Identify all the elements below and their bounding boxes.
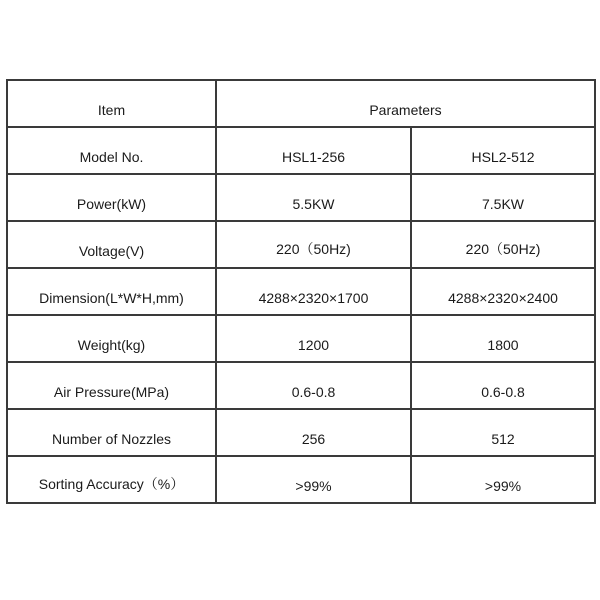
value-cell-a: [216, 456, 411, 503]
row-label-cell: [7, 268, 216, 315]
table-row: [7, 409, 595, 456]
value-cell-a: [216, 362, 411, 409]
value-b: 4288×2320×2400: [448, 290, 558, 306]
value-a: 256: [301, 431, 326, 447]
row-label-cell: [7, 315, 216, 362]
table-row: [7, 362, 595, 409]
value-b: 1800: [487, 337, 519, 353]
value-cell-b: [411, 409, 595, 456]
value-a: 220（50Hz): [276, 241, 351, 257]
row-label: Power(kW): [76, 196, 147, 212]
table-row: [7, 315, 595, 362]
parameters-header-cell: [216, 80, 595, 127]
value-a: 1200: [297, 337, 330, 353]
value-cell-b: [411, 174, 595, 221]
value-cell-b: [411, 127, 595, 174]
row-label: Dimension(L*W*H,mm): [39, 290, 184, 306]
value-a: 0.6-0.8: [291, 384, 336, 400]
value-cell-a: [216, 315, 411, 362]
item-header-cell: [7, 80, 216, 127]
table-row: [7, 221, 595, 268]
row-label-cell: [7, 362, 216, 409]
value-a: 5.5KW: [292, 196, 335, 212]
table-row: [7, 174, 595, 221]
value-cell-b: [411, 268, 595, 315]
row-label-cell: [7, 221, 216, 268]
value-a: >99%: [295, 478, 332, 494]
value-cell-a: [216, 174, 411, 221]
value-cell-b: [411, 456, 595, 503]
value-b: 220（50Hz): [465, 241, 541, 257]
row-label: Number of Nozzles: [51, 431, 172, 447]
row-label: Model No.: [79, 149, 144, 165]
value-cell-a: [216, 221, 411, 268]
value-a: 4288×2320×1700: [258, 290, 369, 306]
row-label-cell: [7, 409, 216, 456]
row-label: Air Pressure(MPa): [53, 384, 170, 400]
table-row: [7, 456, 595, 503]
value-cell-a: [216, 268, 411, 315]
value-b: 0.6-0.8: [481, 384, 525, 400]
value-b: >99%: [484, 478, 522, 494]
value-cell-a: [216, 127, 411, 174]
row-label-cell: [7, 174, 216, 221]
value-cell-a: [216, 409, 411, 456]
item-header: Item: [97, 102, 126, 118]
value-cell-b: [411, 221, 595, 268]
value-b: HSL2-512: [471, 149, 535, 165]
value-b: 512: [491, 431, 515, 447]
value-cell-b: [411, 315, 595, 362]
parameters-table: [6, 79, 596, 504]
parameters-header: Parameters: [369, 102, 442, 118]
table-row: [7, 268, 595, 315]
table-header-row: [7, 80, 595, 127]
value-a: HSL1-256: [281, 149, 346, 165]
value-b: 7.5KW: [482, 196, 525, 212]
row-label: Sorting Accuracy（%）: [38, 476, 185, 492]
table-row: [7, 127, 595, 174]
row-label: Voltage(V): [78, 243, 145, 259]
row-label-cell: [7, 127, 216, 174]
row-label: Weight(kg): [77, 337, 146, 353]
value-cell-b: [411, 362, 595, 409]
row-label-cell: [7, 456, 216, 503]
